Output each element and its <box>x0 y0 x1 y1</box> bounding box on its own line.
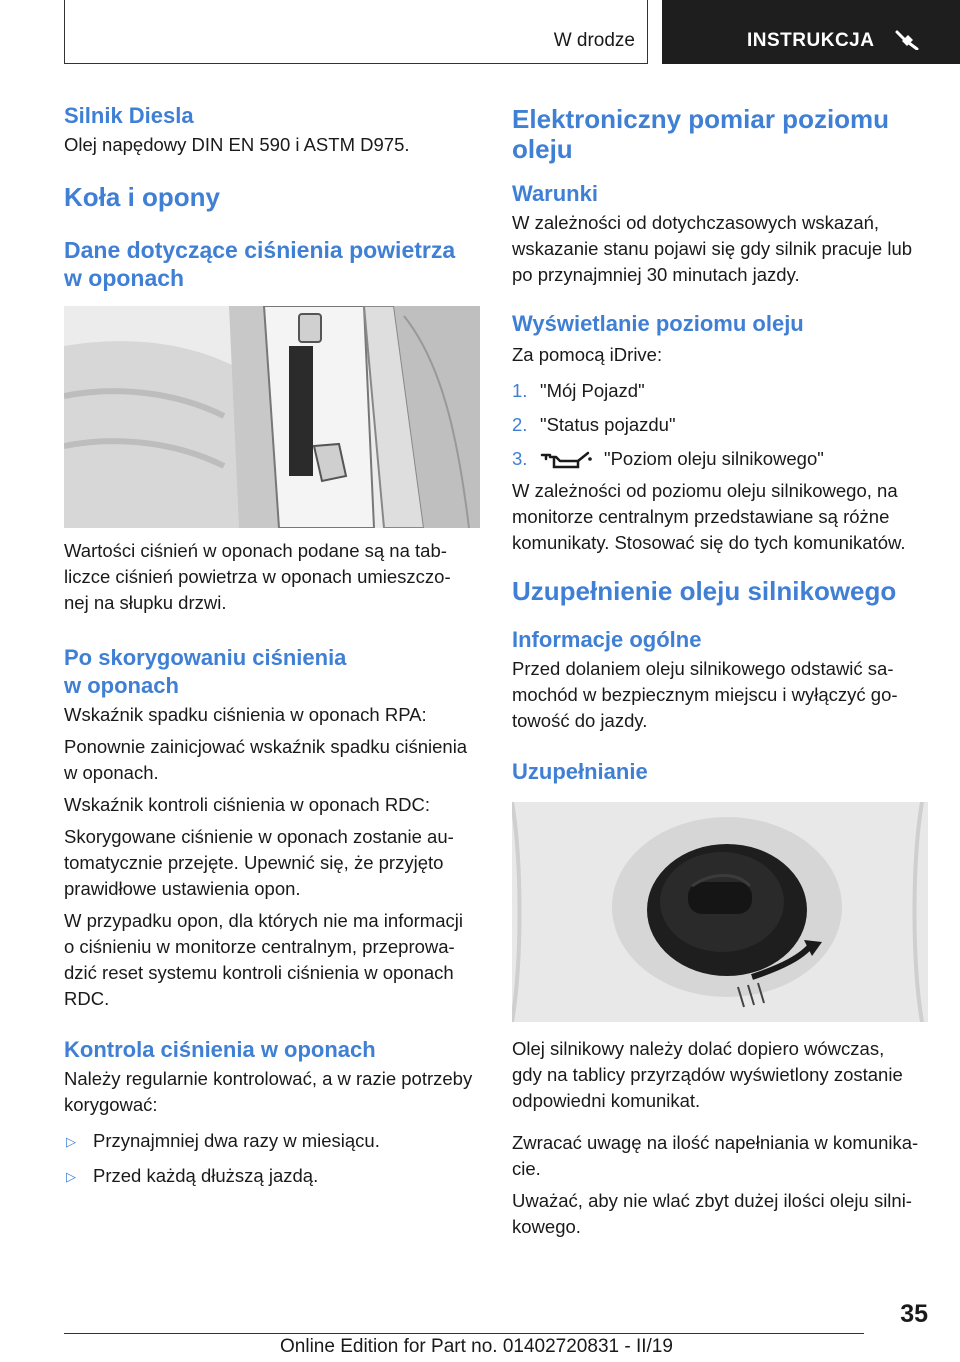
conditions-line: wskazanie stanu pojawi się gdy silnik pracuje lub <box>512 238 913 259</box>
rpa-label: Wskaźnik spadku ciśnienia w oponach RPA: <box>64 704 427 725</box>
display-line: komunikaty. Stosować się do tych komunikatów. <box>512 532 906 553</box>
check-line: Należy regularnie kontrolować, a w razie potrzeby <box>64 1068 473 1089</box>
general-info-heading: Informacje ogólne <box>512 627 702 652</box>
display-line: W zależności od poziomu oleju silnikowego, na <box>512 480 898 501</box>
check-paragraph <box>64 1066 480 1118</box>
pressure-line: Wartości ciśnień w oponach podane są na tab- <box>64 540 447 561</box>
left-column <box>64 98 480 1190</box>
reset-line: dzić reset systemu kontroli ciśnienia w oponach <box>64 962 454 983</box>
attention-line: Zwracać uwagę na ilość napełniania w komunika- <box>512 1132 919 1153</box>
rdc-paragraph <box>64 824 480 902</box>
pressure-data-heading-line: w oponach <box>64 265 185 291</box>
step-text: "Status pojazdu" <box>540 414 676 435</box>
section-title: W drodze <box>553 30 635 51</box>
step-item <box>512 446 928 472</box>
rpa-paragraph <box>64 734 480 786</box>
wheels-heading: Koła i opony <box>64 182 220 212</box>
door-pillar-illustration <box>64 306 480 528</box>
oil-topup-heading: Uzupełnienie oleju silnikowego <box>512 576 897 606</box>
step-item <box>512 378 928 404</box>
rdc-line: Skorygowane ciśnienie w oponach zostanie au- <box>64 826 454 847</box>
chapter-title: INSTRUKCJA <box>747 30 875 51</box>
filling-line: gdy na tablicy przyrządów wyświetlony zostanie <box>512 1064 903 1085</box>
bullet-item <box>64 1128 480 1155</box>
step-number: 3. <box>512 448 528 469</box>
general-line: Przed dolaniem oleju silnikowego odstawić sa- <box>512 658 894 679</box>
filling-heading: Uzupełnianie <box>512 759 648 784</box>
rdc-line: prawidłowe ustawienia opon. <box>64 878 301 899</box>
edition-footer: Online Edition for Part no. 01402720831 - II/19 <box>280 1336 673 1357</box>
rpa-line: w oponach. <box>64 762 159 783</box>
reset-line: o ciśnieniu w monitorze centralnym, przeprowa- <box>64 936 455 957</box>
footer-divider <box>64 1333 864 1334</box>
bullet-item <box>64 1163 480 1190</box>
step-number: 1. <box>512 380 528 401</box>
step-text: "Poziom oleju silnikowego" <box>604 448 824 469</box>
attention-paragraph <box>512 1130 928 1182</box>
pressure-data-heading <box>64 236 480 292</box>
diesel-text: Olej napędowy DIN EN 590 i ASTM D975. <box>64 134 410 155</box>
reset-paragraph <box>64 908 480 1012</box>
conditions-paragraph <box>512 210 928 288</box>
filling-line: odpowiedni komunikat. <box>512 1090 701 1111</box>
oil-measurement-heading-line: Elektroniczny pomiar poziomu <box>512 104 890 134</box>
reset-line: RDC. <box>64 988 110 1009</box>
door-pillar-photo <box>64 306 480 528</box>
step-item <box>512 412 928 438</box>
caution-paragraph <box>512 1188 928 1240</box>
rdc-label: Wskaźnik kontroli ciśnienia w oponach RDC: <box>64 794 431 815</box>
pressure-data-heading-line: Dane dotyczące ciśnienia powietrza <box>64 237 456 263</box>
header-section-box <box>64 0 648 64</box>
bullet-text: Przynajmniej dwa razy w miesiącu. <box>93 1130 380 1151</box>
step-number: 2. <box>512 414 528 435</box>
diesel-heading: Silnik Diesla <box>64 103 194 128</box>
conditions-line: po przynajmniej 30 minutach jazdy. <box>512 264 800 285</box>
step-text: "Mój Pojazd" <box>540 380 645 401</box>
pressure-check-heading: Kontrola ciśnienia w oponach <box>64 1037 376 1062</box>
wrench-hammer-icon <box>894 28 920 50</box>
pressure-line: nej na słupku drzwi. <box>64 592 227 613</box>
conditions-line: W zależności od dotychczasowych wskazań, <box>512 212 880 233</box>
triangle-bullet-icon: ▷ <box>66 1134 76 1149</box>
attention-line: cie. <box>512 1158 541 1179</box>
filling-paragraph <box>512 1036 928 1114</box>
oil-filler-cap-photo <box>512 802 928 1022</box>
check-line: korygować: <box>64 1094 158 1115</box>
caution-line: Uważać, aby nie wlać zbyt dużej ilości oleju silni- <box>512 1190 912 1211</box>
pressure-line: liczce ciśnień powietrza w oponach umieszczo- <box>64 566 451 587</box>
reset-line: W przypadku opon, dla których nie ma informacji <box>64 910 463 931</box>
after-correction-heading-line: w oponach <box>64 673 179 698</box>
right-column <box>512 98 928 1240</box>
oil-measurement-heading-line: oleju <box>512 134 573 164</box>
oil-display-heading: Wyświetlanie poziomu oleju <box>512 311 804 336</box>
general-line: mochód w bezpiecznym miejscu i wyłączyć go- <box>512 684 898 705</box>
display-line: monitorze centralnym przedstawiane są różne <box>512 506 890 527</box>
oil-measurement-heading <box>512 104 928 164</box>
triangle-bullet-icon: ▷ <box>66 1169 76 1184</box>
header-chapter-box <box>662 0 960 64</box>
display-paragraph <box>512 478 928 556</box>
rdc-line: tomatycznie przejęte. Upewnić się, że przyjęto <box>64 852 444 873</box>
oil-filler-cap-illustration <box>512 802 928 1022</box>
pressure-paragraph <box>64 538 480 616</box>
general-line: towość do jazdy. <box>512 710 648 731</box>
general-paragraph <box>512 656 928 734</box>
page-number: 35 <box>900 1300 928 1328</box>
caution-line: kowego. <box>512 1216 581 1237</box>
after-correction-heading <box>64 644 480 700</box>
bullet-text: Przed każdą dłuższą jazdą. <box>93 1165 319 1186</box>
rpa-line: Ponownie zainicjować wskaźnik spadku ciśnienia <box>64 736 468 757</box>
idrive-intro: Za pomocą iDrive: <box>512 344 663 365</box>
oil-can-icon <box>540 447 594 471</box>
filling-line: Olej silnikowy należy dolać dopiero wówczas, <box>512 1038 885 1059</box>
after-correction-heading-line: Po skorygowaniu ciśnienia <box>64 645 347 670</box>
conditions-heading: Warunki <box>512 181 598 206</box>
